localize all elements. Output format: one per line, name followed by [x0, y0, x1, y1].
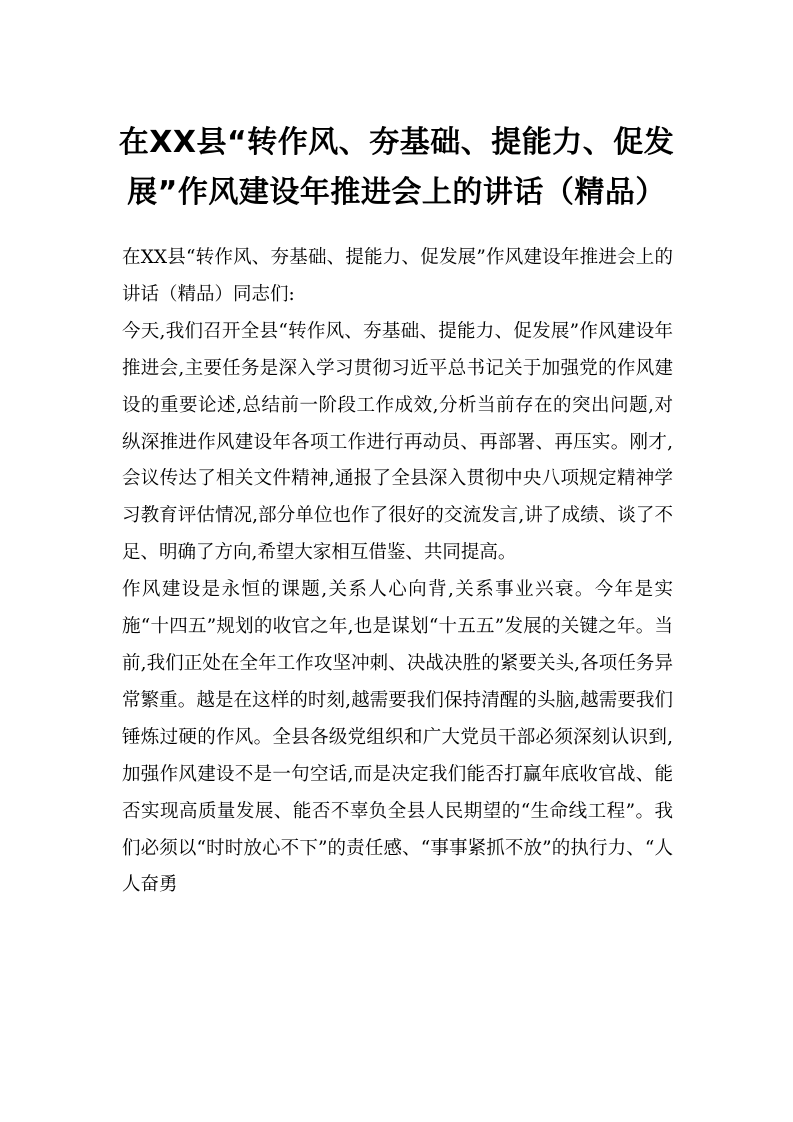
paragraph-importance: 作风建设是永恒的课题,关系人心向背,关系事业兴衰。今年是实施“十四五”规划的收官之年,也是谋划“十五五”发展的关键之年。当前,我们正处在全年工作攻坚冲刺、决战决胜的紧要关头,各项任务异常繁重。越是在这样的时刻,越需要我们保持清醒的头脑,越需要我们锤炼过硬的作风。全县各级党组织和广大党员干部必须深刻认识到,加强作风建设不是一句空话,而是决定我们能否打赢年底收官战、能否实现高质量发展、能否不辜负全县人民期望的“生命线工程”。我们必须以“时时放心不下”的责任感、“事事紧抓不放”的执行力、“人人奋勇	[122, 579, 673, 896]
paragraph-opening: 今天,我们召开全县“转作风、夯基础、提能力、促发展”作风建设年推进会,主要任务是深入学习贯彻习近平总书记关于加强党的作风建设的重要论述,总结前一阶段工作成效,分析当前存在的突出问题,对纵深推进作风建设年各项工作进行再动员、再部署、再压实。刚才,会议传达了相关文件精神,通报了全县深入贯彻中央八项规定精神学习教育评估情况,部分单位也作了很好的交流发言,讲了成绩、谈了不足、明确了方向,希望大家相互借鉴、共同提高。	[122, 320, 673, 564]
document-title: 在XX县“转作风、夯基础、提能力、促发展”作风建设年推进会上的讲话（精品）	[118, 125, 675, 210]
paragraph-heading-salutation: 在XX县“转作风、夯基础、提能力、促发展”作风建设年推进会上的讲话（精品）同志们:	[122, 247, 673, 305]
document-body	[122, 240, 673, 904]
